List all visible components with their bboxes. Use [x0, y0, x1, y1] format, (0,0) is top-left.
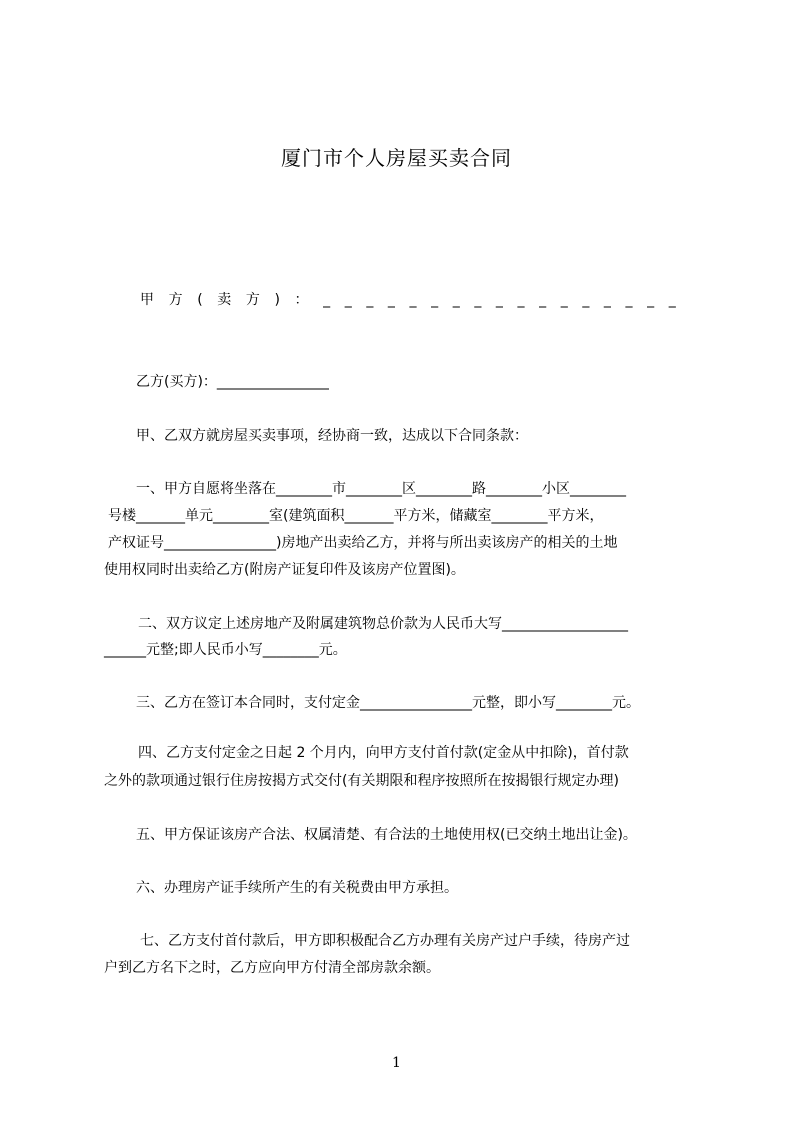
clause-1-line-4: 使用权同时出卖给乙方(附房产证复印件及该房产位置图)。	[104, 562, 465, 578]
page-number: 1	[392, 1055, 401, 1071]
clause-6-paragraph: 六、办理房产证手续所产生的有关税费由甲方承担。	[136, 880, 458, 896]
clause-1-line-3: 产权证号________________)房地产出卖给乙方，并将与所出卖该房产的相关的土地	[108, 535, 618, 551]
clause-3-paragraph: 三、乙方在签订本合同时，支付定金________________元整，即小写________元。	[136, 695, 640, 711]
clause-7-line-2: 户到乙方名下之时，乙方应向甲方付清全部房款余额。	[104, 960, 440, 976]
clause-2-line-2: ______元整;即人民币小写________元。	[104, 642, 347, 658]
clause-4-line-2: 之外的款项通过银行住房按揭方式交付(有关期限和程序按照所在按揭银行规定办理)	[104, 773, 619, 789]
clause-5-paragraph: 五、甲方保证该房产合法、权属清楚、有合法的土地使用权(已交纳土地出让金)。	[136, 827, 637, 843]
clause-7-line-1: 七、乙方支付首付款后，甲方即积极配合乙方办理有关房产过户手续，待房产过	[140, 933, 630, 949]
clause-1-line-2: 号楼_______单元________室(建筑面积_______平方米，储藏室________平方米，	[108, 508, 604, 524]
clause-1-line-1: 一、甲方自愿将坐落在________市________区________路________小区________	[136, 481, 626, 497]
party-b-line: 乙方(买方)：________________	[136, 374, 329, 390]
clause-4-line-1: 四、乙方支付定金之日起 2 个月内，向甲方支付首付款(定金从中扣除)，首付款	[138, 745, 629, 761]
party-a-line: 甲方(卖方)：_________________	[140, 292, 691, 308]
clause-2-line-1: 二、双方议定上述房地产及附属建筑物总价款为人民币大写__________________	[138, 616, 628, 632]
document-title: 厦门市个人房屋买卖合同	[281, 146, 512, 170]
intro-paragraph: 甲、乙双方就房屋买卖事项，经协商一致，达成以下合同条款：	[136, 428, 528, 444]
